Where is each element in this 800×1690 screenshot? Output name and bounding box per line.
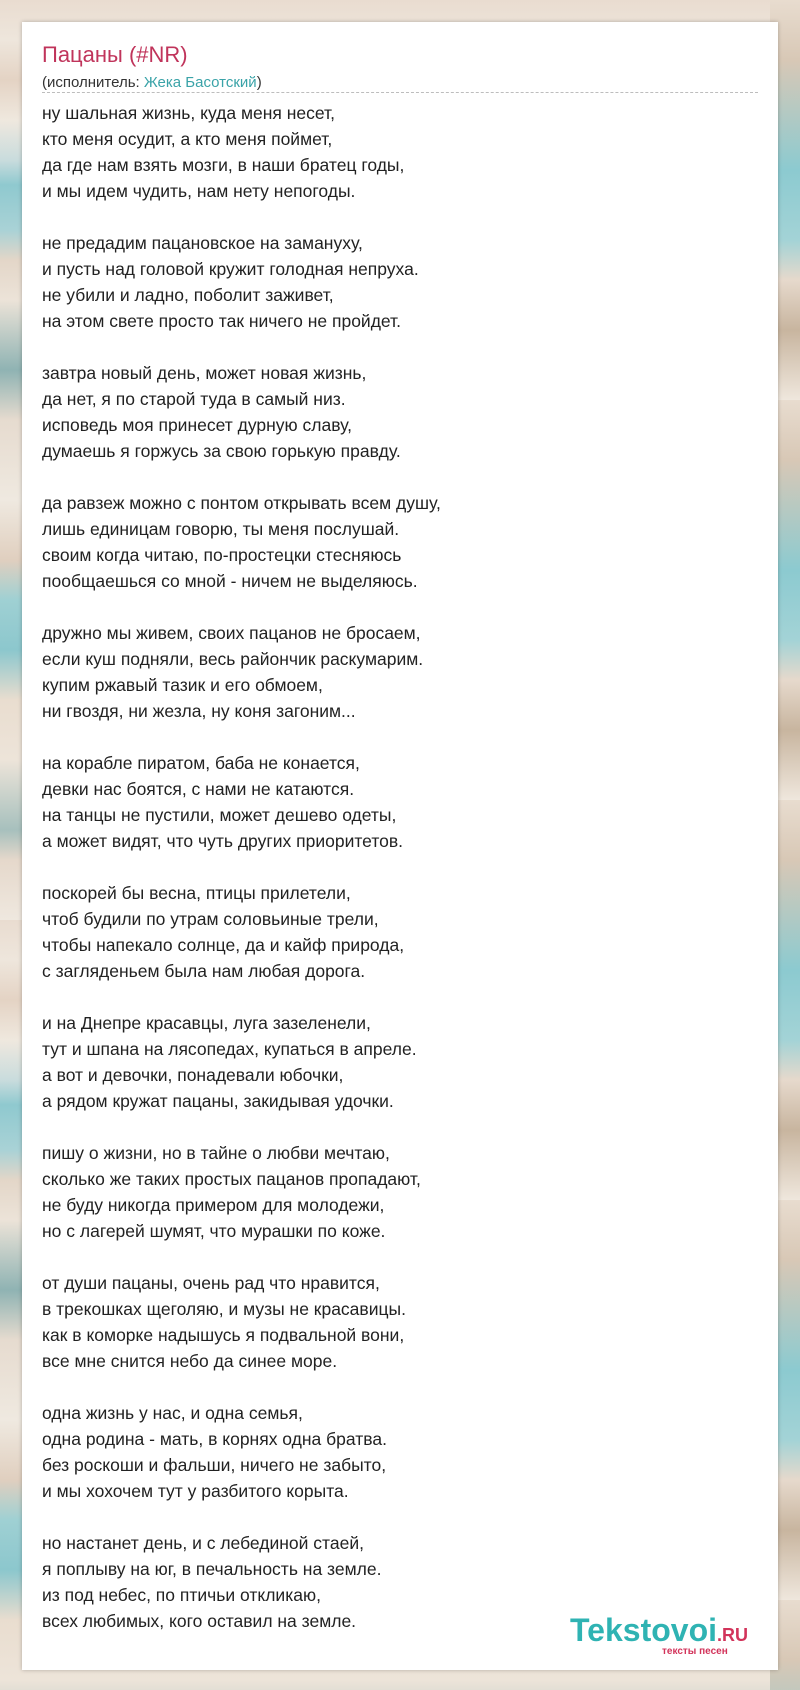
lyrics-line: пишу о жизни, но в тайне о любви мечтаю,: [42, 1143, 390, 1163]
lyrics-line: поскорей бы весна, птицы прилетели,: [42, 883, 351, 903]
site-logo[interactable]: [570, 1612, 770, 1656]
lyrics-stanza: [42, 750, 762, 854]
lyrics-stanza: [42, 620, 762, 724]
lyrics-line: да нет, я по старой туда в самый низ.: [42, 389, 346, 409]
lyrics-line: и на Днепре красавцы, луга зазеленели,: [42, 1013, 371, 1033]
lyrics-line: если куш подняли, весь райончик раскумарим.: [42, 649, 424, 669]
lyrics-stanza: [42, 100, 762, 204]
lyrics-line: на танцы не пустили, может дешево одеты,: [42, 805, 397, 825]
lyrics-line: и мы хохочем тут у разбитого корыта.: [42, 1481, 349, 1501]
lyrics-stanza: [42, 490, 762, 594]
lyrics-stanza: [42, 360, 762, 464]
lyrics-line: сколько же таких простых пацанов пропадают,: [42, 1169, 421, 1189]
lyrics-line: одна жизнь у нас, и одна семья,: [42, 1403, 303, 1423]
lyrics-line: из под небес, по птичьи откликаю,: [42, 1585, 321, 1605]
lyrics-line: а вот и девочки, понадевали юбочки,: [42, 1065, 344, 1085]
lyrics-stanza: [42, 1010, 762, 1114]
lyrics-stanza: [42, 1400, 762, 1504]
logo-tagline: тексты песен: [662, 1646, 728, 1657]
logo-wordmark: [570, 1612, 748, 1649]
lyrics-line: чтобы напекало солнце, да и кайф природа,: [42, 935, 405, 955]
lyrics-line: кто меня осудит, а кто меня поймет,: [42, 129, 333, 149]
lyrics-line: и пусть над головой кружит голодная непруха.: [42, 259, 419, 279]
lyrics-line: да равзеж можно с понтом открывать всем душу,: [42, 493, 441, 513]
lyrics-line: но настанет день, и с лебединой стаей,: [42, 1533, 364, 1553]
lyrics-text: [42, 100, 762, 1660]
lyrics-line: думаешь я горжусь за свою горькую правду.: [42, 441, 401, 461]
divider: [42, 92, 758, 93]
page-title: Пацаны (#NR): [42, 42, 188, 67]
lyrics-line: дружно мы живем, своих пацанов не бросаем,: [42, 623, 421, 643]
performer-link[interactable]: Жека Басотский: [143, 74, 257, 91]
lyrics-line: исповедь моя принесет дурную славу,: [42, 415, 353, 435]
lyrics-line: одна родина - мать, в корнях одна братва.: [42, 1429, 387, 1449]
lyrics-line: не предадим пацановское на замануху,: [42, 233, 363, 253]
lyrics-line: и мы идем чудить, нам нету непогоды.: [42, 181, 356, 201]
lyrics-line: своим когда читаю, по-простецки стесняюсь: [42, 545, 402, 565]
performer-line: [42, 74, 262, 91]
performer-prefix: (исполнитель:: [42, 74, 144, 91]
lyrics-line: ни гвоздя, ни жезла, ну коня загоним...: [42, 701, 356, 721]
lyrics-line: на корабле пиратом, баба не конается,: [42, 753, 360, 773]
lyrics-stanza: [42, 1270, 762, 1374]
logo-name: Tekstovoi: [570, 1612, 717, 1648]
lyrics-line: да где нам взять мозги, в наши братец годы,: [42, 155, 405, 175]
lyrics-line: завтра новый день, может новая жизнь,: [42, 363, 367, 383]
lyrics-line: но с лагерей шумят, что мурашки по коже.: [42, 1221, 386, 1241]
lyrics-line: как в коморке надышусь я подвальной вони,: [42, 1325, 405, 1345]
lyrics-line: в трекошках щеголяю, и музы не красавицы.: [42, 1299, 406, 1319]
lyrics-line: девки нас боятся, с нами не катаются.: [42, 779, 355, 799]
lyrics-line: на этом свете просто так ничего не пройдет.: [42, 311, 401, 331]
lyrics-line: а может видят, что чуть других приоритетов.: [42, 831, 404, 851]
lyrics-line: не буду никогда примером для молодежи,: [42, 1195, 385, 1215]
lyrics-line: все мне снится небо да синее море.: [42, 1351, 338, 1371]
lyrics-line: а рядом кружат пацаны, закидывая удочки.: [42, 1091, 394, 1111]
lyrics-line: лишь единицам говорю, ты меня послушай.: [42, 519, 400, 539]
lyrics-line: чтоб будили по утрам соловьиные трели,: [42, 909, 379, 929]
lyrics-line: пообщаешься со мной - ничем не выделяюсь.: [42, 571, 418, 591]
lyrics-stanza: [42, 880, 762, 984]
lyrics-line: ну шальная жизнь, куда меня несет,: [42, 103, 335, 123]
content-panel: [22, 22, 778, 1670]
lyrics-line: от души пацаны, очень рад что нравится,: [42, 1273, 380, 1293]
lyrics-line: с загляденьем была нам любая дорога.: [42, 961, 366, 981]
lyrics-line: без роскоши и фальши, ничего не забыто,: [42, 1455, 387, 1475]
lyrics-line: я поплыву на юг, в печальность на земле.: [42, 1559, 382, 1579]
lyrics-stanza: [42, 1140, 762, 1244]
lyrics-line: всех любимых, кого оставил на земле.: [42, 1611, 357, 1631]
lyrics-line: купим ржавый тазик и его обмоем,: [42, 675, 323, 695]
lyrics-stanza: [42, 230, 762, 334]
lyrics-line: не убили и ладно, поболит заживет,: [42, 285, 334, 305]
performer-suffix: ): [256, 74, 262, 91]
logo-tld: .RU: [717, 1625, 748, 1645]
lyrics-line: тут и шпана на лясопедах, купаться в апреле.: [42, 1039, 417, 1059]
